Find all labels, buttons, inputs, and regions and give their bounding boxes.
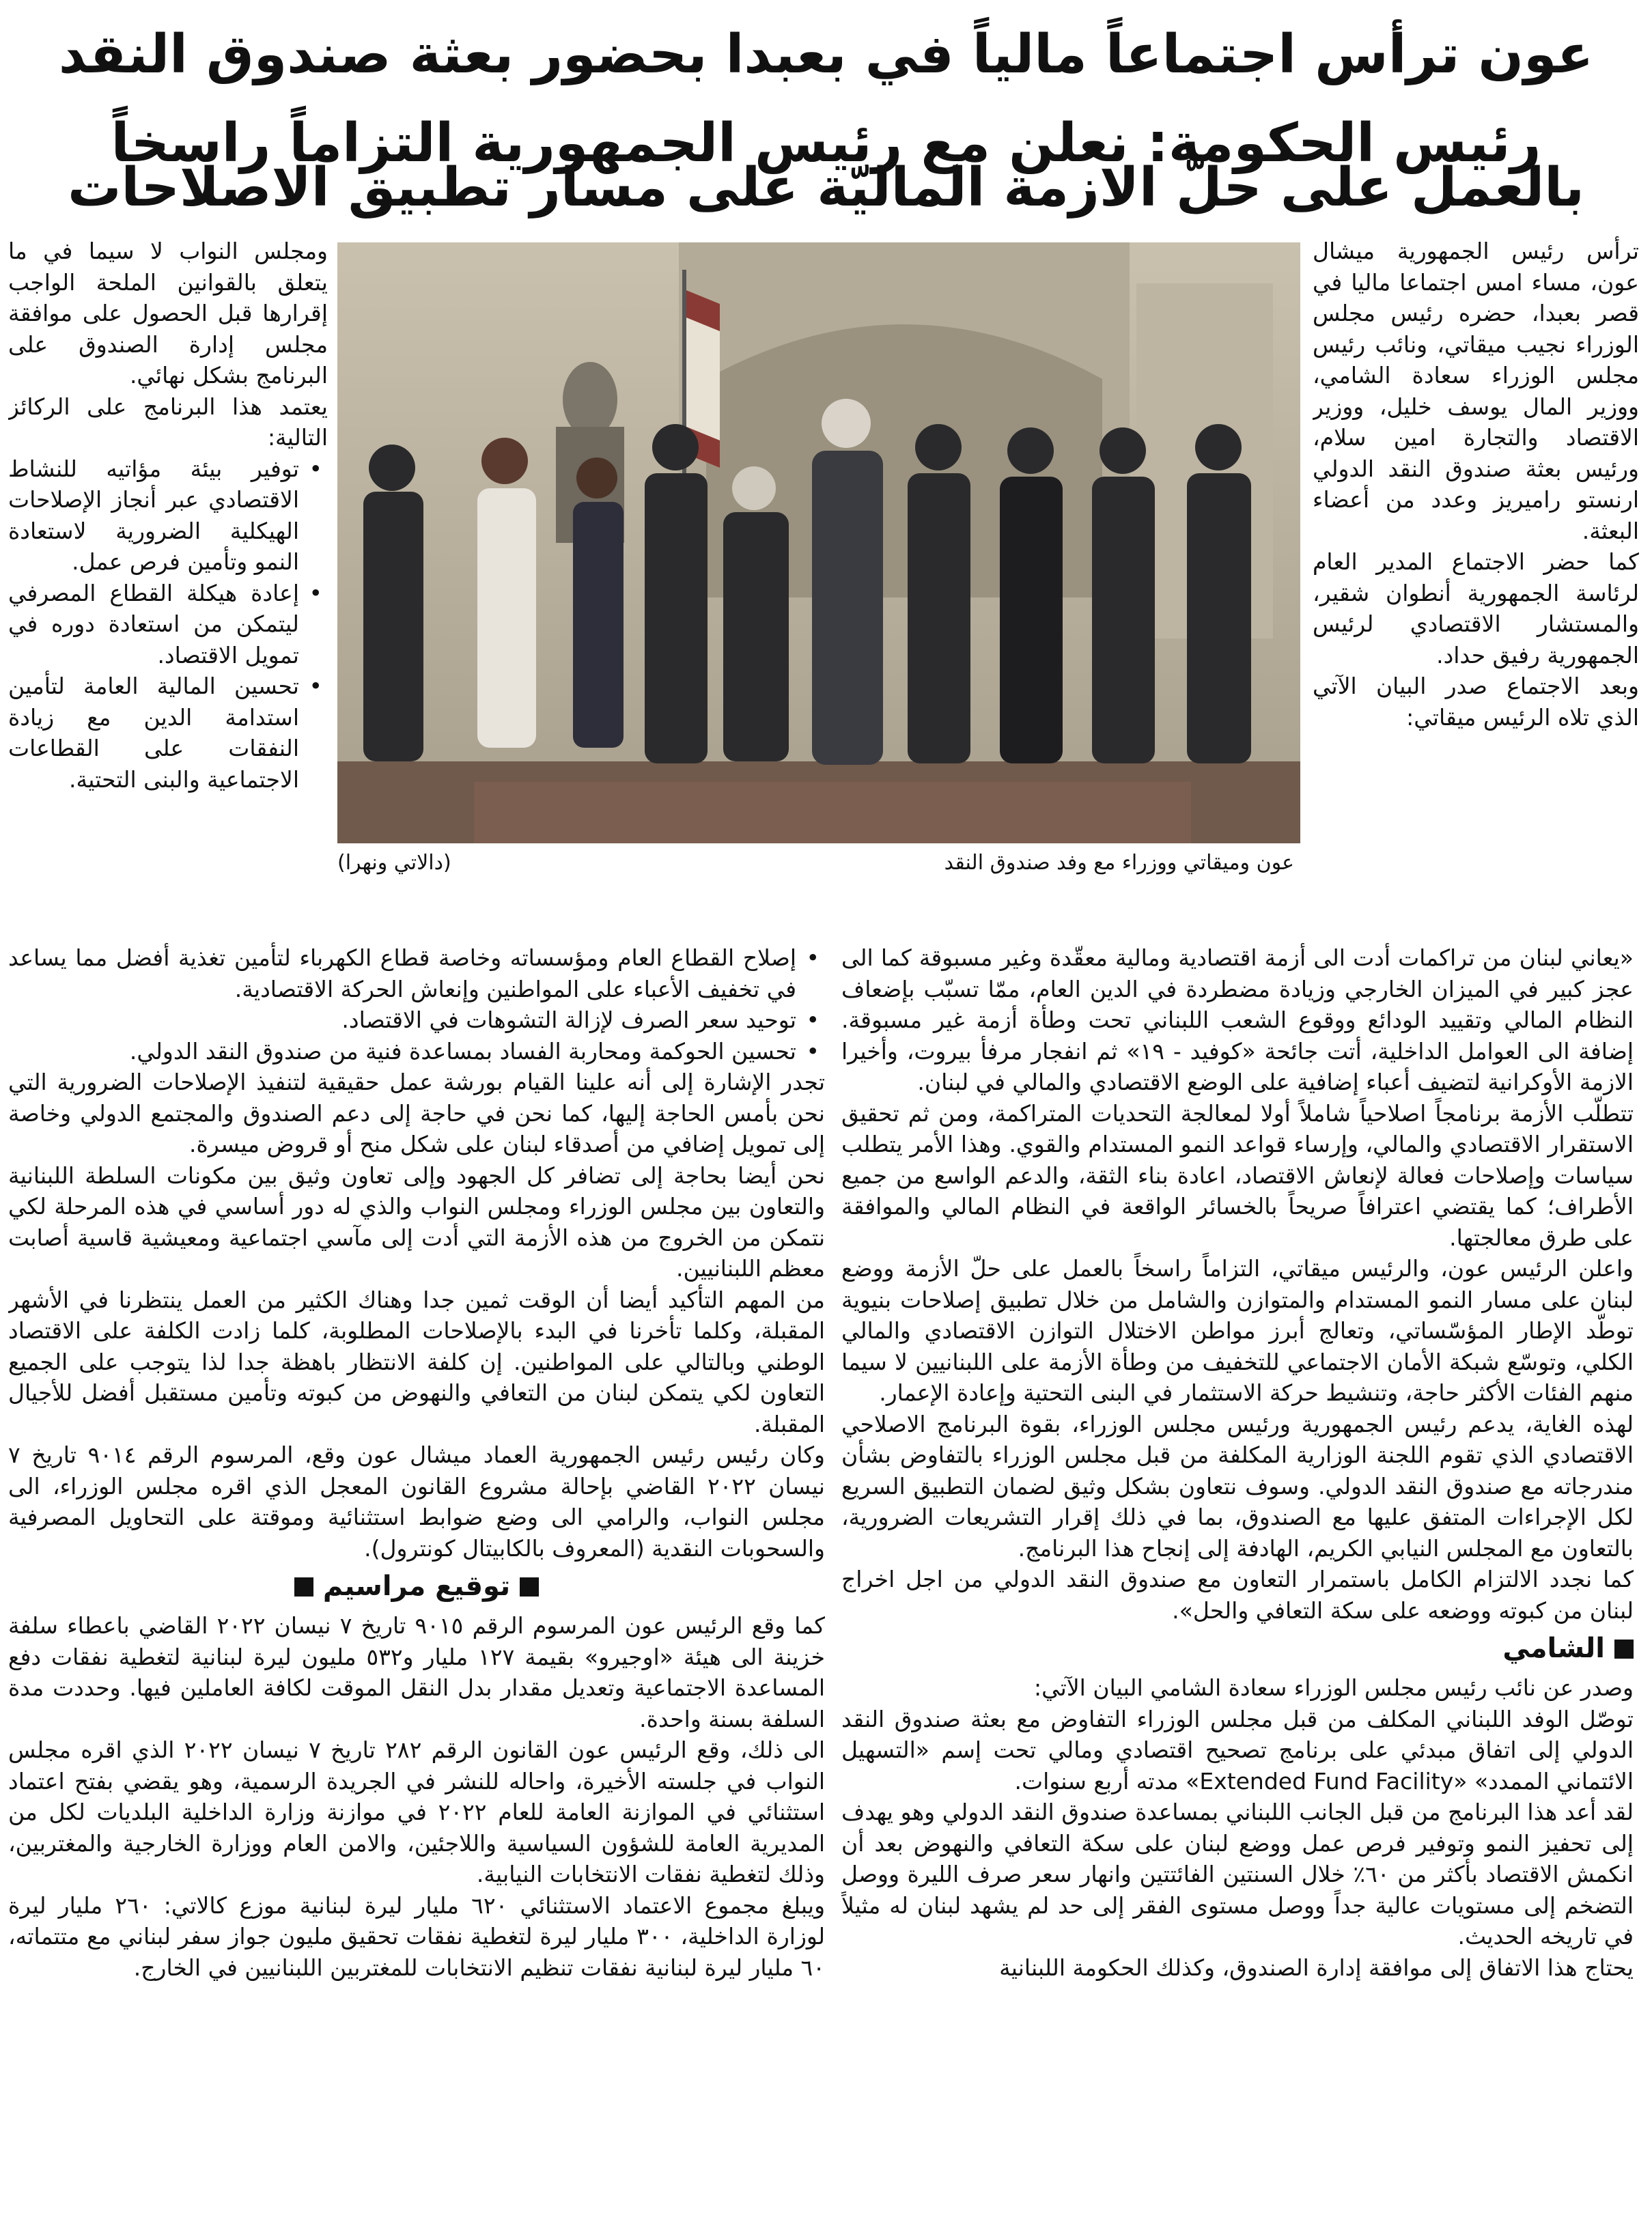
paragraph: كما وقع الرئيس عون المرسوم الرقم ٩٠١٥ تاريخ ٧ نيسان ٢٠٢٢ القاضي باعطاء سلفة خزينة الى هيئة «اوجيرو» بقيمة ١٢٧ مليار و٥٣٢ مليون ليرة لبنانية لتغطية نفقات دفع المساعدة الاجتماعية وتعديل مقدار بدل النقل الموقت لكافة العاملين فيها. وحددت مدة السلفة بسنة واحدة. — [8, 1612, 825, 1732]
section-heading-text: توقيع مراسيم — [322, 1571, 511, 1602]
paragraph: كما حضر الاجتماع المدير العام لرئاسة الجمهورية أنطوان شقير، والمستشار الاقتصادي لرئيس الجمهورية رفيق حداد. — [1313, 548, 1639, 669]
lower-right-column — [841, 942, 1634, 2216]
list-item: • تحسين المالية العامة لتأمين استدامة الدين مع زيادة النفقات على القطاعات الاجتماعية والبنى التحتية. — [8, 671, 299, 795]
list-item: • إعادة هيكلة القطاع المصرفي ليتمكن من استعادة دوره في تمويل الاقتصاد. — [8, 578, 299, 671]
group-photo-illustration — [337, 242, 1300, 843]
paragraph: ويبلغ مجموع الاعتماد الاستثنائي ٦٢٠ مليار ليرة لبنانية موزع كالاتي: ٢٦٠ مليار ليرة لوزارة الداخلية، ٣٠٠ مليار ليرة لتغطية نفقات تحقيق مليون جواز سفر لبناني مع متتماته، ٦٠ مليار ليرة لبنانية نفقات تنظيم الانتخابات للمغتربين اللبنانيين في الخارج. — [8, 1891, 825, 1981]
list-item: • توحيد سعر الصرف لإزالة التشوهات في الاقتصاد. — [8, 1004, 796, 1036]
right-column — [1313, 236, 1639, 936]
paragraph: تجدر الإشارة إلى أنه علينا القيام بورشة عمل حقيقية لتنفيذ الإصلاحات الضرورية التي نحن بأمس الحاجة إليها، كما نحن في حاجة إلى دعم الصندوق والمجتمع الدولي وخاصة إلى تمويل إضافي من أصدقاء لبنان على شكل منح أو قروض ميسرة. — [8, 1069, 825, 1157]
photo-caption: عون وميقاتي ووزراء مع وفد صندوق النقد — [944, 851, 1294, 875]
paragraph: يعتمد هذا البرنامج على الركائز التالية: — [8, 393, 328, 451]
paragraph: توصّل الوفد اللبناني المكلف من قبل مجلس الوزراء التفاوض مع بعثة صندوق النقد الدولي إلى اتفاق مبدئي على برنامج تصحيح اقتصادي ومالي تحت إسم «التسهيل الائتماني الممدد» «Extended Fund Facility» مدته أربع سنوات. — [841, 1705, 1634, 1795]
group-photo — [337, 242, 1300, 843]
paragraph: ترأس رئيس الجمهورية ميشال عون، مساء امس اجتماعا ماليا في قصر بعبدا، حضره رئيس مجلس الوزراء نجيب ميقاتي، ونائب رئيس مجلس الوزراء سعادة الشامي، ووزير المال يوسف خليل، ووزير الاقتصاد والتجارة امين سلام، ورئيس بعثة صندوق النقد الدولي ارنستو راميريز وعدد من أعضاء البعثة. — [1313, 238, 1639, 544]
paragraph: من المهم التأكيد أيضا أن الوقت ثمين جدا وهناك الكثير من العمل ينتظرنا في الأشهر المقبلة، وكلما تأخرنا في البدء بالإصلاحات المطلوبة، كلما زادت الكلفة على الاقتصاد الوطني وبالتالي على المواطنين. إن كلفة الانتظار باهظة جدا لذا يتوجب على الجميع التعاون لكي يتمكن لبنان من التعافي والنهوض من كبوته وتأمين مستقبل أفضل للأجيال المقبلة. — [8, 1286, 825, 1437]
section-heading-text: الشامي — [1502, 1633, 1605, 1664]
paragraph: ومجلس النواب لا سيما في ما يتعلق بالقوانين الملحة الواجب إقرارها قبل الحصول على موافقة مجلس إدارة الصندوق على البرنامج بشكل نهائي. — [8, 238, 328, 389]
list-item: • إصلاح القطاع العام ومؤسساته وخاصة قطاع الكهرباء لتأمين تغذية أفضل مما يساعد في تخفيف الأعباء على المواطنين وإنعاش الحركة الاقتصادية. — [8, 942, 796, 1004]
paragraph: نحن أيضا بحاجة إلى تضافر كل الجهود وإلى تعاون وثيق بين مكونات السلطة اللبنانية والتعاون بين مجلس الوزراء ومجلس النواب والذي له دور أساسي في هذه المرحلة لكي نتمكن من الخروج من هذه الأزمة التي أدت إلى مآسي اجتماعية ومعيشية قاسية أصابت معظم اللبنانيين. — [8, 1162, 825, 1282]
paragraph: لهذه الغاية، يدعم رئيس الجمهورية ورئيس مجلس الوزراء، بقوة البرنامج الاصلاحي الاقتصادي الذي تقوم اللجنة الوزارية المكلفة من قبل مجلس الوزراء بالتفاوض بشأن مندرجاته مع صندوق النقد الدولي. وسوف نتعاون بشكل وثيق لضمان التطبيق السريع لكل الإجراءات المتفق عليها مع الصندوق، بما في ذلك إقرار التشريعات الضرورية، بالتعاون مع المجلس النيابي الكريم، الهادفة إلى إنجاح هذا البرنامج. — [841, 1410, 1634, 1562]
section-heading — [841, 1630, 1634, 1667]
list-item: • تحسين الحوكمة ومحاربة الفساد بمساعدة فنية من صندوق النقد الدولي. — [8, 1036, 796, 1067]
square-bullet-icon — [294, 1577, 313, 1597]
paragraph: تتطلّب الأزمة برنامجاً اصلاحياً شاملاً أولا لمعالجة التحديات المتراكمة، ومن ثم تحقيق الاستقرار الاقتصادي والمالي، وإرساء قواعد النمو المستدام والقوي. وهذا الأمر يتطلب سياسات وإصلاحات فعالة لإنعاش الاقتصاد، اعادة بناء الثقة، والدعم الواسع من جميع الأطراف؛ كما يقتضي اعترافاً صريحاً بالخسائر الواقعة في النظام المالي والموافقة على طرق معالجتها. — [841, 1099, 1634, 1251]
paragraph: الى ذلك، وقع الرئيس عون القانون الرقم ٢٨٢ تاريخ ٧ نيسان ٢٠٢٢ الذي اقره مجلس النواب في جلسته الأخيرة، واحاله للنشر في الجريدة الرسمية، وهو يقضي بفتح اعتماد استثنائي في الموازنة العامة للعام ٢٠٢٢ في موازنة وزارة الداخلية البلديات لكل من المديرية العامة للشؤون السياسية واللاجئين، والامن العام ووزارة الخارجية والمغتربين، وذلك لتغطية نفقات الانتخابات النيابية. — [8, 1736, 825, 1887]
reforms-list — [8, 942, 825, 1067]
section-heading — [8, 1568, 825, 1605]
paragraph: وبعد الاجتماع صدر البيان الآتي الذي تلاه الرئيس ميقاتي: — [1313, 673, 1639, 731]
paragraph: وصدر عن نائب رئيس مجلس الوزراء سعادة الشامي البيان الآتي: — [1034, 1674, 1634, 1701]
list-item: • توفير بيئة مؤاتيه للنشاط الاقتصادي عبر أنجاز الإصلاحات الهيكلية الضرورية لاستعادة النمو وتأمين فرص عمل. — [8, 453, 299, 578]
photo-credit: (دالاتي ونهرا) — [337, 851, 451, 875]
pillars-list — [8, 453, 328, 796]
headline-line-1: عون ترأس اجتماعاً مالياً في بعبدا بحضور بعثة صندوق النقد — [58, 24, 1594, 85]
left-column — [8, 236, 328, 936]
square-bullet-icon — [1614, 1640, 1634, 1659]
headline-line-3: بالعمل على حلّ الازمة الماليّة على مسار تطبيق الاصلاحات — [68, 157, 1584, 219]
paragraph: كما نجدد الالتزام الكامل باستمرار التعاون مع صندوق النقد الدولي من اجل اخراج لبنان من كبوته ووضعه على سكة التعافي والحل». — [841, 1566, 1634, 1624]
paragraph: واعلن الرئيس عون، والرئيس ميقاتي، التزاماً راسخاً بالعمل على حلّ الأزمة ووضع لبنان على مسار النمو المستدام والمتوازن والشامل من خلال تطبيق إصلاحات بنيوية توطّد الإطار المؤسّساتي، وتعالج أبرز مواطن الاختلال التوازن الاقتصادي والمالي الكلي، وتوسّع شبكة الأمان الاجتماعي للتخفيف من وطأة الأزمة على اللبنانيين لا سيما منهم الفئات الأكثر حاجة، وتنشيط حركة الاستثمار في البنى التحتية وإعادة الإعمار. — [841, 1255, 1634, 1406]
paragraph: وكان رئيس رئيس الجمهورية العماد ميشال عون وقع، المرسوم الرقم ٩٠١٤ تاريخ ٧ نيسان ٢٠٢٢ القاضي بإحالة مشروع القانون المعجل الذي اقره مجلس الوزراء، الى مجلس النواب، والرامي الى وضع ضوابط استثنائية وموقتة على التحاويل المصرفية والسحوبات النقدية (المعروف بالكابيتال كونترول). — [8, 1442, 825, 1562]
paragraph: لقد أعد هذا البرنامج من قبل الجانب اللبناني بمساعدة صندوق النقد الدولي وهو يهدف إلى تحفيز النمو وتوفير فرص عمل ووضع لبنان على سكة التعافي والنهوض بعد أن انكمش الاقتصاد بأكثر من ٦٠٪ خلال السنتين الفائتتين وانهار سعر صرف الليرة ووصل التضخم إلى مستويات عالية جداً ووصل مستوى الفقر إلى حد لم يشهد لبنان له مثيلاً في تاريخه الحديث. — [841, 1799, 1634, 1950]
paragraph: «يعاني لبنان من تراكمات أدت الى أزمة اقتصادية ومالية معقّدة وغير مسبوقة كما الى عجز كبير في الميزان الخارجي وزيادة مضطردة في الدين العام، ممّا تسبّب بإضعاف النظام المالي وتقييد الودائع ووقوع الشعب اللبناني تحت وطأة أزمة غير مسبوقة. إضافة الى العوامل الداخلية، أتت جائحة «كوفيد - ١٩» ثم انفجار مرفأ بيروت، وأخيرا الازمة الأوكرانية لتضيف أعباء إضافية على الوضع الاقتصادي والمالي في لبنان. — [841, 944, 1634, 1095]
lower-left-column — [8, 942, 825, 2216]
square-bullet-icon — [520, 1577, 539, 1597]
paragraph: يحتاج هذا الاتفاق إلى موافقة إدارة الصندوق، وكذلك الحكومة اللبنانية — [999, 1954, 1634, 1981]
headline-line-2: رئيس الحكومة: نعلن مع رئيس الجمهورية التزاماً راسخاً — [111, 113, 1541, 174]
